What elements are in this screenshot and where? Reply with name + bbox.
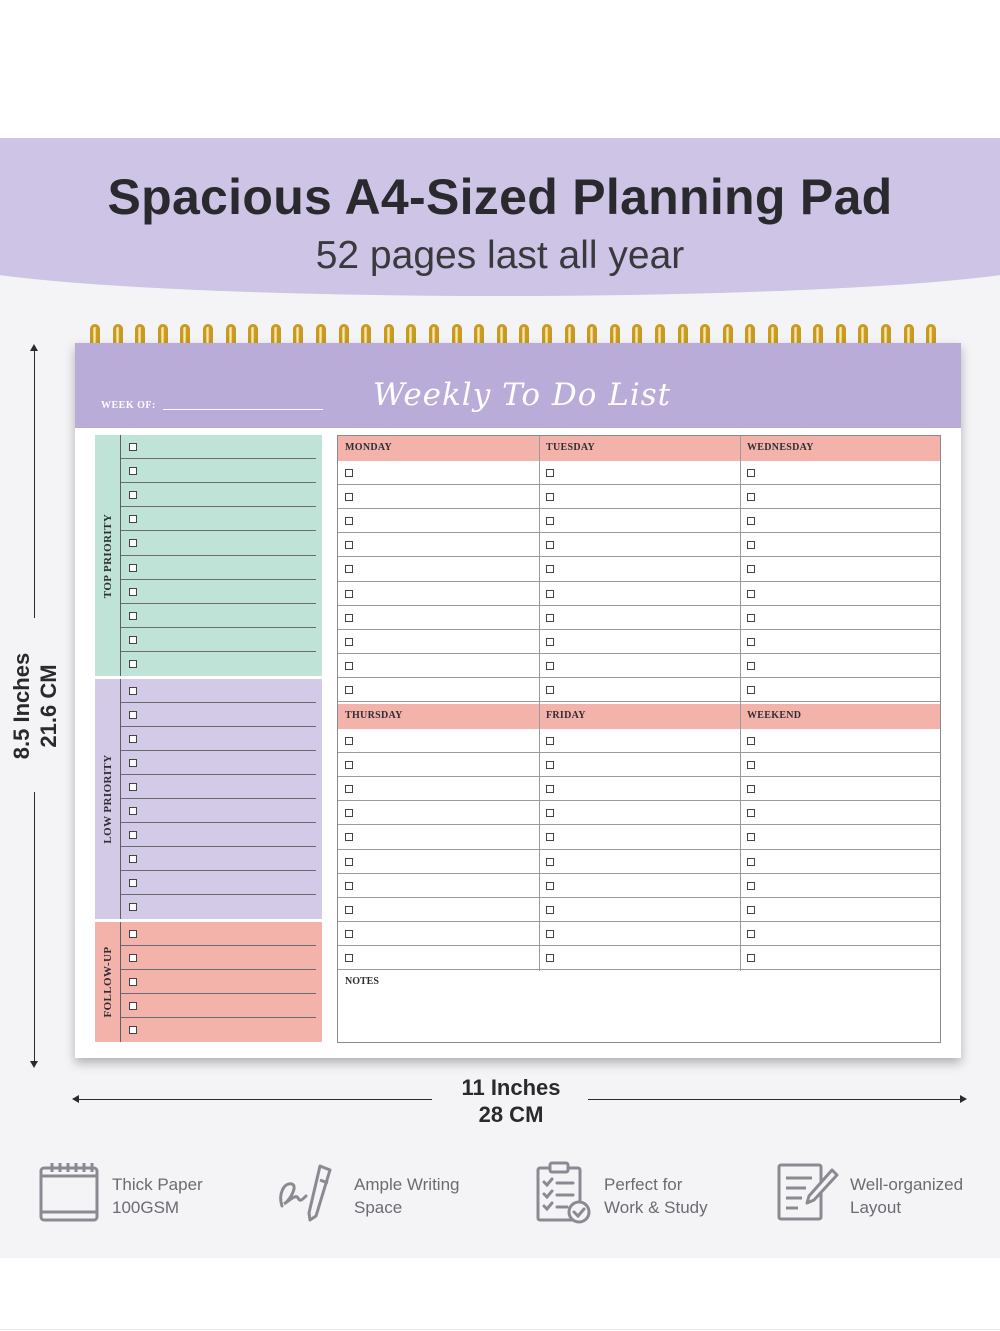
priority-row-line	[121, 603, 316, 604]
planner-pad	[75, 343, 961, 1058]
checkbox	[129, 443, 137, 451]
arrow-down-icon	[30, 1061, 38, 1068]
priority-row-line	[121, 555, 316, 556]
planner-title: Weekly To Do List	[373, 377, 672, 413]
height-dimension-line-top	[34, 350, 35, 618]
checkbox	[129, 954, 137, 962]
day-row-line	[338, 824, 940, 825]
days-header-row2	[338, 704, 940, 729]
day-row-line	[338, 752, 940, 753]
checkbox	[747, 785, 755, 793]
checkbox	[747, 517, 755, 525]
pen-writing-icon	[276, 1160, 340, 1224]
checkbox	[345, 954, 353, 962]
priority-row-line	[121, 750, 316, 751]
checkbox	[546, 565, 554, 573]
priority-row-line	[121, 1017, 316, 1018]
checkbox	[129, 855, 137, 863]
day-row-line	[338, 897, 940, 898]
checkbox	[747, 809, 755, 817]
checkbox	[747, 614, 755, 622]
priority-row-line	[121, 579, 316, 580]
checkbox	[129, 636, 137, 644]
day-tuesday: TUESDAY	[546, 442, 595, 453]
feature-line1: Well-organized	[850, 1175, 964, 1194]
low-priority-section	[95, 679, 322, 919]
feature-line2: 100GSM	[112, 1198, 180, 1217]
day-row-line	[338, 532, 940, 533]
day-row-line	[338, 969, 940, 970]
column-divider	[539, 436, 540, 971]
feature-text	[112, 1173, 203, 1219]
width-dimension-line-left	[78, 1099, 432, 1100]
checkbox	[546, 906, 554, 914]
notepad-icon	[38, 1160, 102, 1224]
checkbox	[546, 761, 554, 769]
priority-row-line	[121, 822, 316, 823]
feature-line2: Layout	[850, 1198, 902, 1217]
day-row-line	[338, 605, 940, 606]
checkbox	[747, 833, 755, 841]
feature-text	[354, 1173, 460, 1219]
checkbox	[546, 954, 554, 962]
checkbox	[345, 469, 353, 477]
checkbox	[747, 541, 755, 549]
week-of-line	[163, 409, 323, 410]
checkbox	[129, 783, 137, 791]
checkbox	[129, 735, 137, 743]
checkbox	[129, 687, 137, 695]
checkbox	[345, 906, 353, 914]
checkbox	[747, 638, 755, 646]
feature-line1: Ample Writing	[354, 1175, 460, 1194]
day-row-line	[338, 653, 940, 654]
height-dimension-label	[8, 653, 62, 759]
checkbox	[345, 565, 353, 573]
checkbox	[546, 590, 554, 598]
day-row-line	[338, 776, 940, 777]
checkbox	[546, 638, 554, 646]
day-row-line	[338, 701, 940, 702]
checkbox	[345, 809, 353, 817]
height-dimension-line-bottom	[34, 792, 35, 1062]
day-row-line	[338, 629, 940, 630]
checkbox	[345, 761, 353, 769]
priority-row-line	[121, 846, 316, 847]
width-dimension-label	[411, 1074, 611, 1128]
checkbox	[129, 660, 137, 668]
page-subtitle: 52 pages last all year	[315, 234, 685, 277]
checkbox	[747, 469, 755, 477]
feature-line1: Perfect for	[604, 1175, 683, 1194]
checkbox	[546, 882, 554, 890]
checkbox	[129, 930, 137, 938]
arrow-left-icon	[72, 1095, 79, 1103]
priority-row-line	[121, 894, 316, 895]
clipboard-checklist-icon	[533, 1160, 597, 1224]
days-header-row1	[338, 436, 940, 461]
checkbox	[129, 879, 137, 887]
checkbox	[546, 517, 554, 525]
day-row-line	[338, 556, 940, 557]
width-inches: 11 Inches	[461, 1075, 561, 1100]
feature-line1: Thick Paper	[112, 1175, 203, 1194]
notes-label: NOTES	[345, 976, 379, 987]
checkbox	[345, 614, 353, 622]
checkbox	[129, 759, 137, 767]
checkbox	[747, 590, 755, 598]
checkbox	[546, 833, 554, 841]
day-row-line	[338, 945, 940, 946]
feature-text	[604, 1173, 708, 1219]
priority-row-line	[121, 458, 316, 459]
checkbox	[747, 493, 755, 501]
checkbox	[345, 517, 353, 525]
priority-row-line	[121, 627, 316, 628]
checkbox	[129, 588, 137, 596]
checkbox	[129, 539, 137, 547]
feature-text	[850, 1173, 963, 1219]
checkbox	[129, 1002, 137, 1010]
priority-row-line	[121, 870, 316, 871]
checkbox	[129, 831, 137, 839]
checkbox	[345, 493, 353, 501]
checkbox	[546, 930, 554, 938]
checkbox	[345, 930, 353, 938]
day-row-line	[338, 873, 940, 874]
checkbox	[546, 469, 554, 477]
arrow-right-icon	[960, 1095, 967, 1103]
checkbox	[747, 858, 755, 866]
checkbox	[546, 614, 554, 622]
day-row-line	[338, 800, 940, 801]
checkbox	[747, 930, 755, 938]
checkbox	[345, 833, 353, 841]
day-row-line	[338, 677, 940, 678]
bottom-divider	[0, 1329, 1000, 1330]
checkbox	[129, 807, 137, 815]
checkbox	[345, 638, 353, 646]
checkbox	[345, 590, 353, 598]
checkbox	[546, 541, 554, 549]
checkbox	[345, 882, 353, 890]
checkbox	[747, 686, 755, 694]
column-divider	[740, 436, 741, 971]
checkbox	[546, 686, 554, 694]
feature-line2: Space	[354, 1198, 403, 1217]
follow-up-section	[95, 922, 322, 1042]
days-grid	[337, 435, 941, 1043]
checkbox	[345, 785, 353, 793]
page-title: Spacious A4-Sized Planning Pad	[107, 169, 893, 225]
checkbox	[129, 612, 137, 620]
width-dimension-line-right	[588, 1099, 962, 1100]
priority-row-line	[121, 651, 316, 652]
checkbox	[345, 541, 353, 549]
checkbox	[747, 954, 755, 962]
arrow-up-icon	[30, 344, 38, 351]
feature-line2: Work & Study	[604, 1198, 708, 1217]
checkbox	[747, 565, 755, 573]
section-label: FOLLOW-UP	[102, 946, 114, 1018]
checkbox	[747, 737, 755, 745]
week-of-label: WEEK OF:	[101, 400, 156, 411]
checkbox	[546, 662, 554, 670]
day-row-line	[338, 508, 940, 509]
planner-header	[75, 343, 961, 428]
checkbox	[345, 858, 353, 866]
day-row-line	[338, 581, 940, 582]
top-priority-section	[95, 435, 322, 676]
priority-row-line	[121, 993, 316, 994]
checkbox	[546, 809, 554, 817]
checkbox	[129, 711, 137, 719]
checkbox	[129, 903, 137, 911]
priority-row-line	[121, 798, 316, 799]
day-row-line	[338, 484, 940, 485]
height-inches: 8.5 Inches	[9, 652, 34, 760]
priority-row-line	[121, 506, 316, 507]
checkbox	[345, 737, 353, 745]
checkbox	[546, 737, 554, 745]
checkbox	[129, 515, 137, 523]
width-cm: 28 CM	[478, 1102, 544, 1127]
section-strip	[95, 922, 121, 1042]
checkbox	[129, 1026, 137, 1034]
checkbox	[546, 493, 554, 501]
priority-row-line	[121, 530, 316, 531]
checkbox	[747, 761, 755, 769]
checkbox	[546, 858, 554, 866]
priority-row-line	[121, 482, 316, 483]
checkbox	[129, 491, 137, 499]
checkbox	[747, 906, 755, 914]
priority-row-line	[121, 945, 316, 946]
section-label: LOW PRIORITY	[102, 754, 114, 844]
checkbox	[345, 686, 353, 694]
priority-row-line	[121, 969, 316, 970]
checkbox	[345, 662, 353, 670]
day-row-line	[338, 921, 940, 922]
section-strip	[95, 435, 121, 676]
checkbox	[747, 662, 755, 670]
day-friday: FRIDAY	[546, 710, 586, 721]
checkbox	[129, 564, 137, 572]
priority-row-line	[121, 774, 316, 775]
checkbox	[546, 785, 554, 793]
day-thursday: THURSDAY	[345, 710, 403, 721]
day-monday: MONDAY	[345, 442, 392, 453]
checkbox	[129, 467, 137, 475]
section-strip	[95, 679, 121, 919]
document-edit-icon	[776, 1160, 840, 1224]
priority-row-line	[121, 726, 316, 727]
day-row-line	[338, 849, 940, 850]
day-weekend: WEEKEND	[747, 710, 802, 721]
checkbox	[129, 978, 137, 986]
priority-row-line	[121, 702, 316, 703]
height-cm: 21.6 CM	[36, 664, 61, 748]
checkbox	[747, 882, 755, 890]
day-wednesday: WEDNESDAY	[747, 442, 814, 453]
section-label: TOP PRIORITY	[102, 513, 114, 598]
